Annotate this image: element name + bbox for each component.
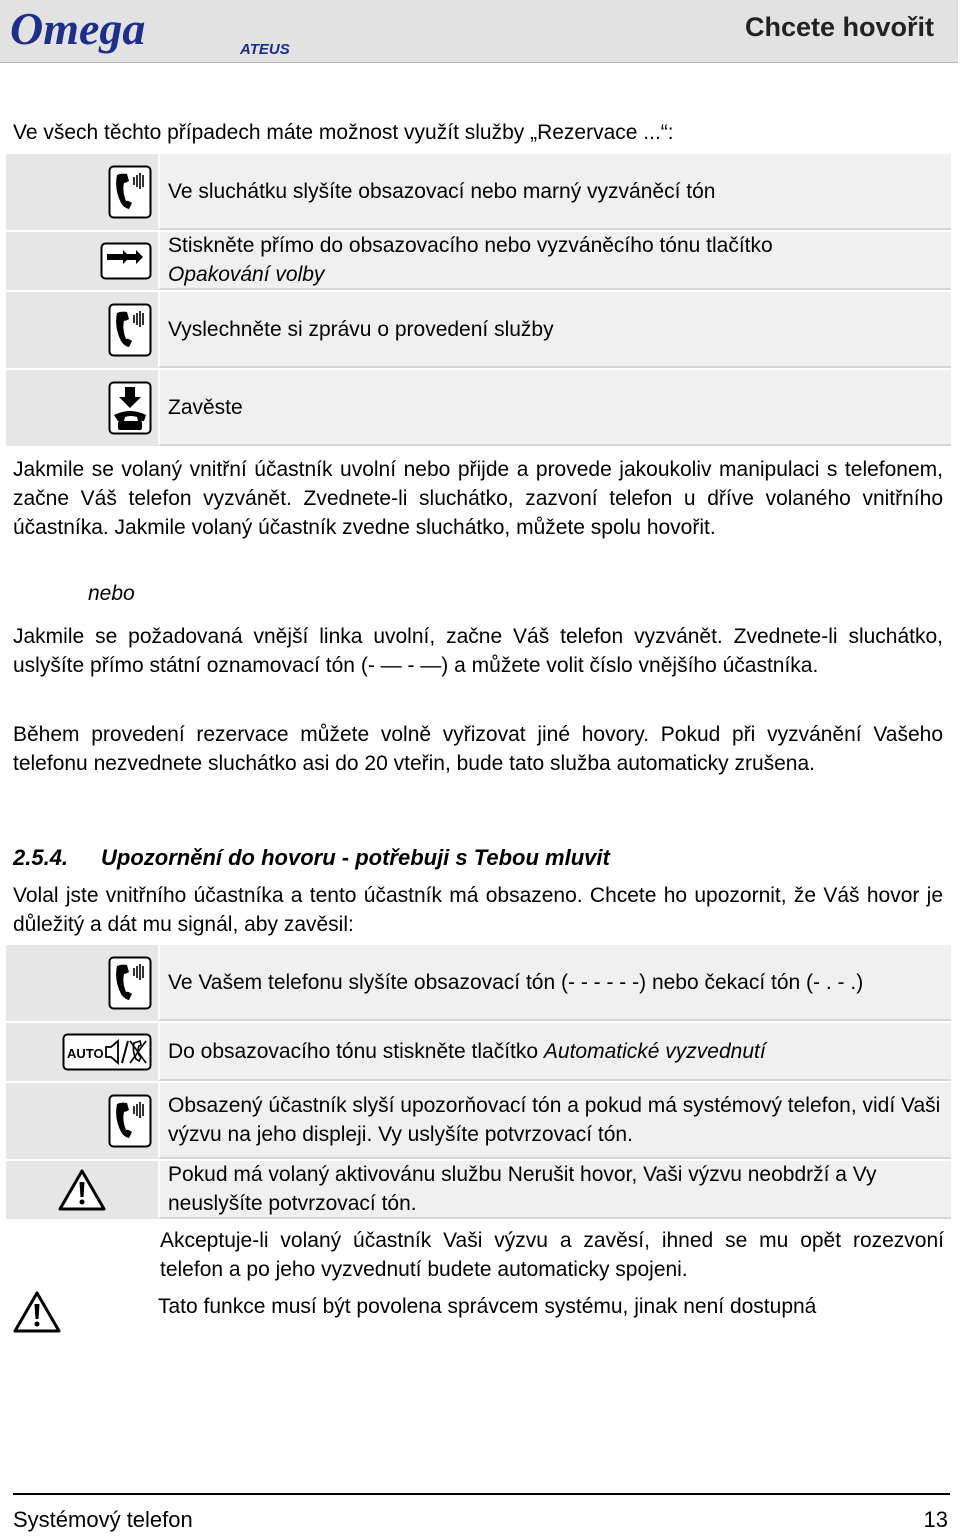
step-row <box>6 1021 951 1081</box>
step-row <box>6 368 951 446</box>
step-row <box>6 152 951 230</box>
logo-subtext: ATEUS <box>240 41 290 58</box>
step-text: Pokud má volaný aktivovánu službu Nerušit hovor, Vaši výzvu neobdrží a Vy neuslyšíte potvrzovací tón. <box>158 1161 951 1219</box>
step-icon-cell <box>6 292 158 368</box>
step-icon-cell <box>6 370 158 446</box>
step-text: Zavěste <box>158 370 951 446</box>
step-text: Stiskněte přímo do obsazovacího nebo vyzváněcího tónu tlačítko Opakování volby <box>158 232 951 290</box>
step-text: Do obsazovacího tónu stiskněte tlačítko Automatické vyzvednutí <box>158 1023 951 1081</box>
step-text: Obsazený účastník slyší upozorňovací tón a pokud má systémový telefon, vidí Vaši výzvu na jeho displeji. Vy uslyšíte potvrzovací tón. <box>158 1083 951 1159</box>
steps-table-upozorneni <box>6 943 951 1219</box>
logo-wordmark: Omega <box>10 4 146 54</box>
step-icon-cell <box>6 232 158 290</box>
step-icon-cell <box>6 1023 158 1081</box>
step-text: Ve Vašem telefonu slyšíte obsazovací tón (- - - - - -) nebo čekací tón (- . - .) <box>158 945 951 1021</box>
section-heading <box>13 845 610 871</box>
step-icon-cell <box>6 1161 158 1219</box>
step-row <box>6 230 951 290</box>
paragraph-callback-internal: Jakmile se volaný vnitřní účastník uvolní nebo přijde a provede jakoukoliv manipulaci s telefonem, začne Váš telefon vyzvánět. Zvednete-li sluchátko, zazvoní telefon u dříve volaného vnitřního účastníka. Jakmile volaný účastník zvedne sluchátko, můžete spolu hovořit. <box>13 458 943 539</box>
or-separator: nebo <box>88 582 135 605</box>
availability-note: Tato funkce musí být povolena správcem systému, jinak není dostupná <box>158 1295 817 1318</box>
step-row <box>6 1159 951 1219</box>
paragraph-reservation-info: Během provedení rezervace můžete volně vyřizovat jiné hovory. Pokud při vyzvánění Vašeho telefonu nezvednete sluchátko asi do 20 vteřin, bude tato služba automaticky zrušena. <box>13 723 943 775</box>
step-icon-cell <box>6 1083 158 1159</box>
omega-ateus-logo <box>8 4 308 58</box>
auto-answer-icon <box>62 1033 152 1071</box>
footer-divider <box>13 1493 950 1495</box>
step-row <box>6 290 951 368</box>
handset-ringing-icon <box>108 1094 152 1148</box>
section-number: 2.5.4. <box>13 845 69 870</box>
warning-triangle-icon <box>12 1290 62 1334</box>
paragraph-intrusion-intro: Volal jste vnitřního účastníka a tento účastník má obsazeno. Chcete ho upozornit, že Váš hovor je důležitý a dát mu signál, aby zavěsil: <box>13 884 943 936</box>
handset-ringing-icon <box>108 956 152 1010</box>
redial-arrows-icon <box>100 242 152 280</box>
page-number: 13 <box>923 1507 948 1532</box>
step-row <box>6 1081 951 1159</box>
paragraph-callback-external: Jakmile se požadovaná vnější linka uvolní, začne Váš telefon vyzvánět. Zvednete-li sluchátko, uslyšíte přímo státní oznamovací tón (- ― - ―) a můžete volit číslo vnějšího účastníka. <box>13 625 943 677</box>
accept-note: Akceptuje-li volaný účastník Vaši výzvu a zavěsí, ihned se mu opět rozezvoní telefon a po jeho vyzvednutí budete automaticky spojeni. <box>160 1229 944 1281</box>
page-header <box>0 0 958 63</box>
handset-ringing-icon <box>108 165 152 219</box>
footer-title: Systémový telefon <box>13 1507 193 1532</box>
step-icon-cell <box>6 945 158 1021</box>
step-row <box>6 943 951 1021</box>
warning-triangle-icon <box>57 1168 107 1212</box>
intro-text: Ve všech těchto případech máte možnost využít služby „Rezervace ...“: <box>13 121 674 144</box>
page-title: Chcete hovořit <box>744 12 934 42</box>
step-icon-cell <box>6 154 158 230</box>
step-text: Vyslechněte si zprávu o provedení služby <box>158 292 951 368</box>
handset-ringing-icon <box>108 303 152 357</box>
steps-table-rezervace <box>6 152 951 446</box>
hang-up-phone-icon <box>108 381 152 435</box>
svg-text:AUTO: AUTO <box>67 1046 104 1061</box>
step-text: Ve sluchátku slyšíte obsazovací nebo marný vyzváněcí tón <box>158 154 951 230</box>
section-title: Upozornění do hovoru - potřebuji s Tebou mluvit <box>101 845 610 870</box>
